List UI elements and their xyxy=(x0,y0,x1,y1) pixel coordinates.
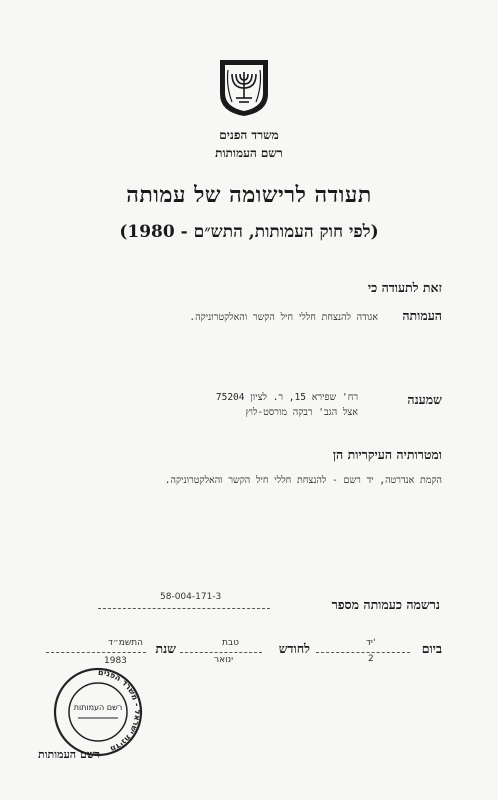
address-line-1: רח' שפירא 15, ר. לציון 75204 xyxy=(215,392,358,403)
day-value: יד' xyxy=(366,638,376,648)
goals-label: ומטרותיה העיקריות הן xyxy=(332,447,442,462)
registrar-signature: רשם העמותות xyxy=(38,748,101,761)
registration-label: נרשמה כעמותה מספר xyxy=(331,597,440,612)
page-subtitle: (לפי חוק העמותות, התש״ם - 1980) xyxy=(119,222,379,242)
stamp-center-text: רשם העמותות xyxy=(73,703,123,712)
year-value: התשמ״ד xyxy=(108,638,143,648)
registration-number: 58-004-171-3 xyxy=(160,592,222,602)
state-emblem-icon xyxy=(216,56,272,118)
year-label: שנת xyxy=(155,641,176,656)
certify-text: זאת לתעודה כי xyxy=(367,280,442,295)
month-label: לחודש xyxy=(278,641,310,656)
page-title: תעודה לרישומה של עמותה xyxy=(126,182,372,208)
goals-text: הקמת אנדרטה, יד רשם - להנצחת חללי חיל הקשר והאלקטרוניקה. xyxy=(164,475,442,486)
address-line-2: אצל הגב' רבקה מורסט-לוץ xyxy=(245,407,358,418)
association-name: אגודה להנצחת חללי חיל הקשר והאלקטרוניקה. xyxy=(189,312,378,323)
registration-line xyxy=(98,608,270,609)
day-label: ביום xyxy=(421,641,442,656)
registry-name: רשם העמותות xyxy=(215,146,283,160)
gregorian-year: 1983 xyxy=(104,656,127,666)
official-stamp-icon xyxy=(52,666,144,758)
month-line xyxy=(180,652,262,653)
month-value: טבת xyxy=(222,638,239,648)
stamp-ring-text: מדינת ישראל - משרד הפנים xyxy=(97,667,142,754)
association-label: העמותה xyxy=(402,308,442,323)
year-line xyxy=(46,652,146,653)
address-label: שמענה xyxy=(407,392,442,407)
ministry-name: משרד הפנים xyxy=(219,128,279,142)
gregorian-month: ינואר xyxy=(214,655,234,665)
day-line xyxy=(316,652,410,653)
gregorian-day: 2 xyxy=(368,654,374,664)
